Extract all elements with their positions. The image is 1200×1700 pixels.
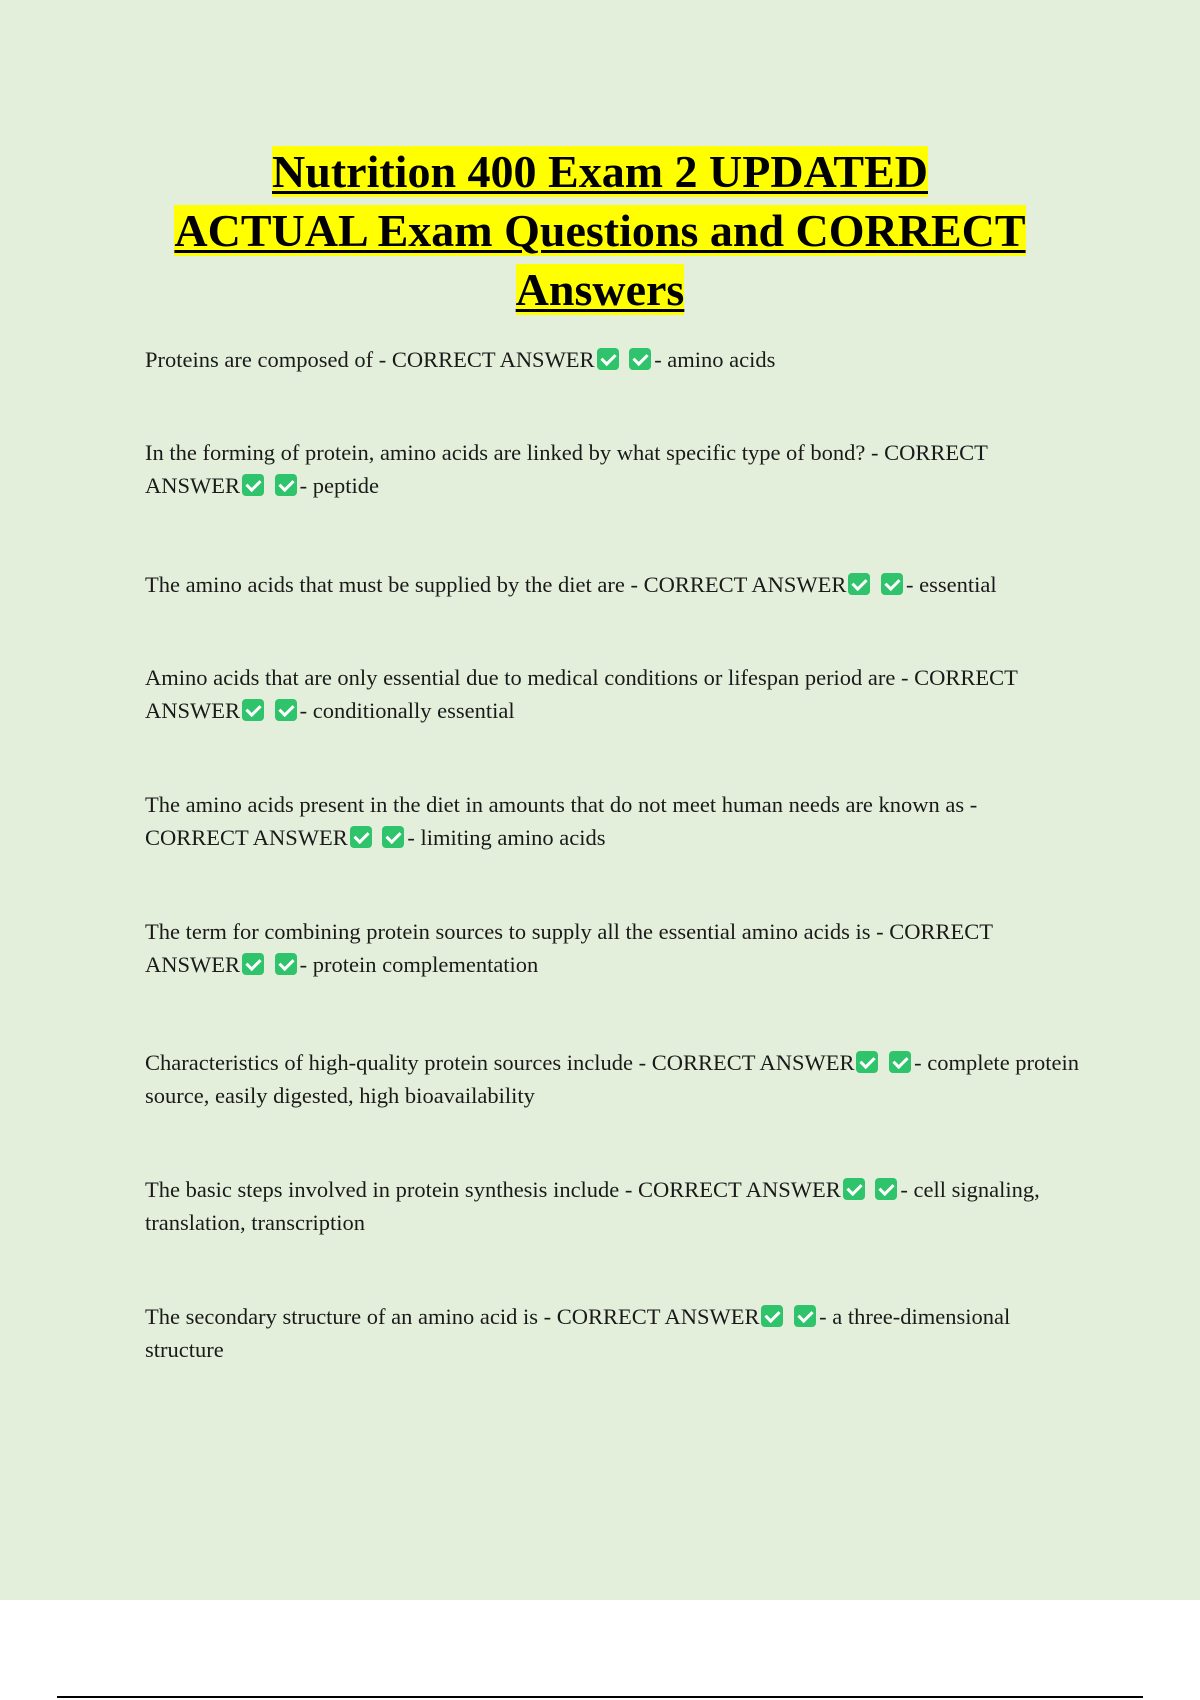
question-text: Amino acids that are only essential due to medical conditions or lifespan period are (145, 665, 896, 690)
question-text: In the forming of protein, amino acids are linked by what specific type of bond? (145, 440, 866, 465)
question-text: The amino acids that must be supplied by the diet are (145, 572, 625, 597)
qa-item-5 (145, 788, 1085, 854)
qa-item-7 (145, 1046, 1085, 1112)
qa-item-8 (145, 1173, 1085, 1239)
title-line-3: Answers (515, 264, 685, 315)
green-check-icon (242, 699, 264, 721)
green-check-icon (761, 1305, 783, 1327)
qa-item-4 (145, 661, 1085, 727)
question-text: Proteins are composed of (145, 347, 374, 372)
question-text: Characteristics of high-quality protein sources include (145, 1050, 633, 1075)
answer-text: - complete protein source, easily digested, high bioavailability (145, 1050, 1080, 1108)
answer-text: - conditionally essential (299, 698, 515, 723)
green-check-icon (843, 1178, 865, 1200)
green-check-icon (597, 348, 619, 370)
answer-marker: - CORRECT ANSWER (145, 665, 1018, 723)
answer-text: - cell signaling, translation, transcription (145, 1177, 1040, 1235)
answer-marker: - CORRECT ANSWER (378, 347, 595, 372)
green-check-icon (856, 1051, 878, 1073)
answer-text: - essential (905, 572, 997, 597)
answer-marker: - CORRECT ANSWER (145, 792, 978, 850)
green-check-icon (242, 953, 264, 975)
green-check-icon (794, 1305, 816, 1327)
title-line-1: Nutrition 400 Exam 2 UPDATED (272, 146, 928, 197)
answer-text: - peptide (299, 473, 379, 498)
title-line-2: ACTUAL Exam Questions and CORRECT (174, 205, 1026, 256)
qa-item-6 (145, 915, 1085, 981)
green-check-icon (275, 953, 297, 975)
green-check-icon (382, 826, 404, 848)
answer-marker: - CORRECT ANSWER (638, 1050, 855, 1075)
green-check-icon (848, 573, 870, 595)
footer-divider (57, 1696, 1143, 1698)
qa-item-3 (145, 568, 1085, 601)
document-title (100, 142, 1100, 319)
answer-text: - protein complementation (299, 952, 539, 977)
qa-item-9 (145, 1300, 1085, 1366)
green-check-icon (881, 573, 903, 595)
green-check-icon (242, 474, 264, 496)
answer-marker: - CORRECT ANSWER (630, 572, 847, 597)
answer-text: - limiting amino acids (407, 825, 606, 850)
green-check-icon (629, 348, 651, 370)
question-text: The secondary structure of an amino acid is (145, 1304, 538, 1329)
answer-text: - amino acids (654, 347, 776, 372)
question-text: The basic steps involved in protein synthesis include (145, 1177, 620, 1202)
answer-marker: - CORRECT ANSWER (543, 1304, 760, 1329)
green-check-icon (275, 474, 297, 496)
answer-marker: - CORRECT ANSWER (145, 919, 993, 977)
green-check-icon (875, 1178, 897, 1200)
answer-marker: - CORRECT ANSWER (145, 440, 988, 498)
question-text: The term for combining protein sources to supply all the essential amino acids is (145, 919, 871, 944)
question-text: The amino acids present in the diet in amounts that do not meet human needs are known as (145, 792, 965, 817)
qa-item-2 (145, 436, 1085, 502)
green-check-icon (350, 826, 372, 848)
qa-item-1 (145, 343, 1085, 376)
answer-text: - a three-dimensional structure (145, 1304, 1011, 1362)
green-check-icon (889, 1051, 911, 1073)
green-check-icon (275, 699, 297, 721)
answer-marker: - CORRECT ANSWER (624, 1177, 841, 1202)
